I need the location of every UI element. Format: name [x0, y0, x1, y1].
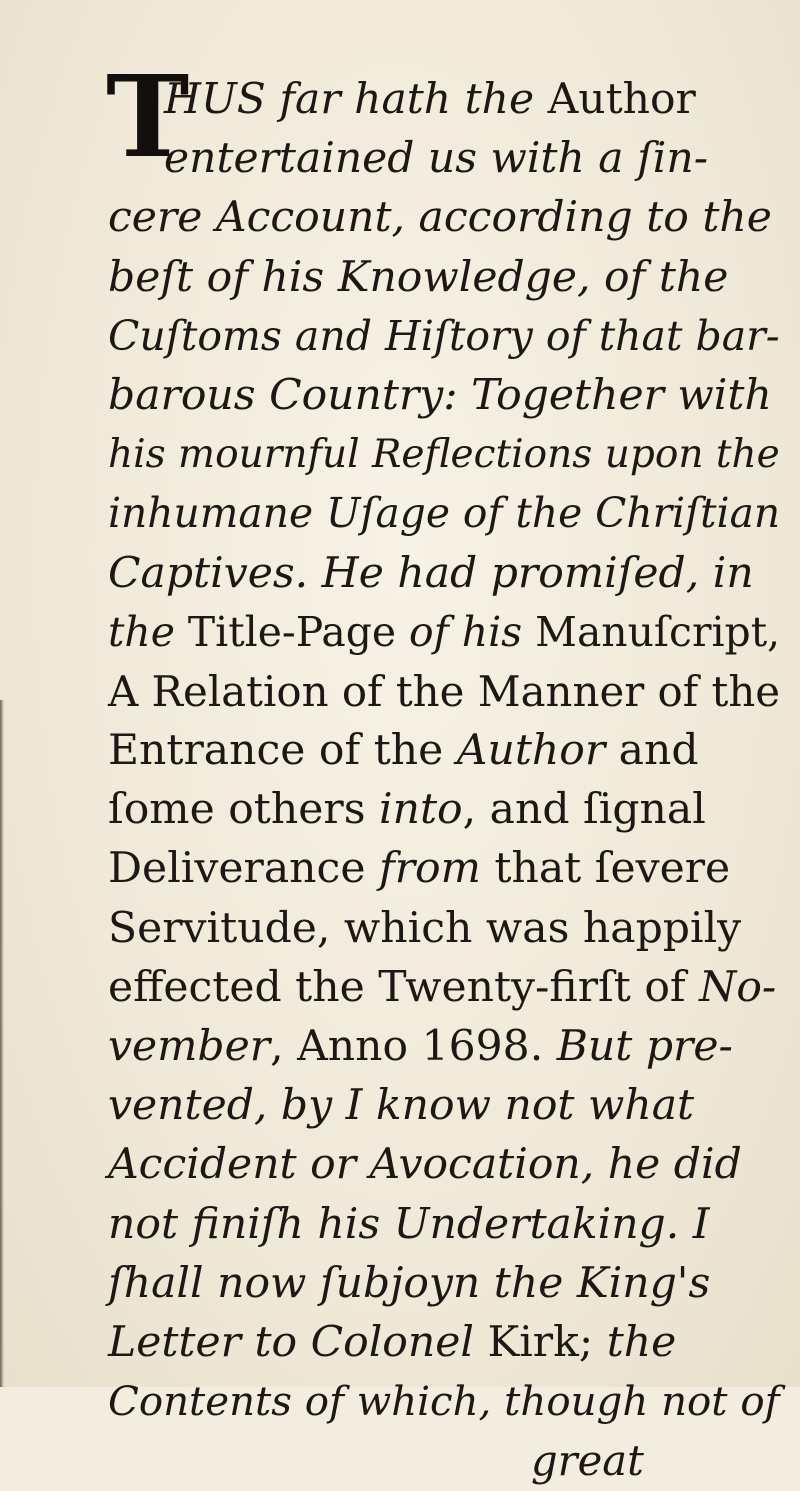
text-segment: effected the Twenty-firſt of [108, 962, 700, 1012]
text-line [108, 248, 788, 307]
catchword: great [531, 1436, 644, 1486]
text-segment: of his [409, 607, 536, 656]
text-segment: Deliverance [108, 844, 379, 894]
text-line [108, 1135, 788, 1194]
text-line [108, 544, 788, 603]
drop-cap: T [106, 52, 190, 183]
text-segment: the [606, 1317, 677, 1367]
text-segment: that ſevere [480, 844, 731, 894]
text-line [108, 366, 788, 425]
text-line [108, 1372, 788, 1431]
text-line [108, 780, 788, 839]
text-segment: A Relation of the Manner of the [108, 666, 781, 716]
text-segment: Author [547, 75, 696, 124]
text-segment: Cuſtoms and Hiſtory of that bar- [108, 311, 780, 360]
text-line [108, 307, 788, 366]
text-segment: not finiſh his Undertaking. I [108, 1199, 710, 1249]
text-segment: vember [108, 1022, 271, 1071]
text-line [108, 70, 788, 129]
text-segment: from [378, 844, 481, 894]
text-segment: ſhall now ſubjoyn the King's [108, 1258, 711, 1308]
text-segment: beſt of his Knowledge, of the [108, 252, 729, 302]
text-segment: ſome others [108, 785, 380, 835]
text-line [108, 1076, 788, 1135]
text-segment: HUS far hath the [164, 75, 548, 124]
page-edge-shadow [0, 700, 4, 1387]
text-line [108, 484, 788, 543]
text-segment: barous Country: Together with [108, 370, 772, 420]
text-segment: vented, by I know not what [108, 1081, 695, 1131]
text-segment: Manuſcript, [535, 607, 781, 656]
text-segment: into [379, 785, 463, 835]
text-segment: ; [578, 1317, 607, 1367]
text-line [108, 129, 788, 188]
text-segment: Entrance of the [108, 726, 457, 776]
text-line [108, 1313, 788, 1372]
text-segment: , and ſignal [462, 785, 706, 835]
text-line [108, 188, 788, 247]
text-line [108, 603, 788, 662]
text-segment: Servitude, which was happily [108, 903, 742, 953]
text-segment: inhumane Uſage of the Chriſtian [108, 489, 781, 538]
text-segment: , Anno 1698. [270, 1022, 557, 1071]
text-line [108, 839, 788, 898]
text-line [108, 1017, 788, 1076]
text-segment: Contents of which, though not of [108, 1378, 780, 1426]
text-line [108, 721, 788, 780]
text-segment: Letter to Colonel [108, 1317, 488, 1367]
text-segment: the [108, 607, 188, 656]
text-line [108, 1195, 788, 1254]
text-segment: Captives. He had promiſed, in [108, 548, 754, 598]
text-segment: Accident or Avocation, he did [108, 1140, 742, 1190]
text-line [108, 425, 788, 484]
text-segment: Kirk [487, 1317, 579, 1367]
text-line [108, 899, 788, 958]
text-line [108, 1254, 788, 1313]
body-text [108, 70, 788, 1491]
text-segment: cere Account, according to the [108, 193, 772, 243]
text-segment: entertained us with a ſin- [164, 134, 709, 184]
text-line [108, 958, 788, 1017]
text-segment: his mournful Reflections upon the [108, 432, 780, 478]
text-segment: No- [699, 962, 777, 1012]
text-segment: and [605, 726, 699, 776]
text-line [108, 662, 788, 721]
text-segment: Author [456, 726, 606, 776]
text-segment: Title-Page [187, 607, 410, 656]
text-segment: But pre- [556, 1022, 733, 1071]
